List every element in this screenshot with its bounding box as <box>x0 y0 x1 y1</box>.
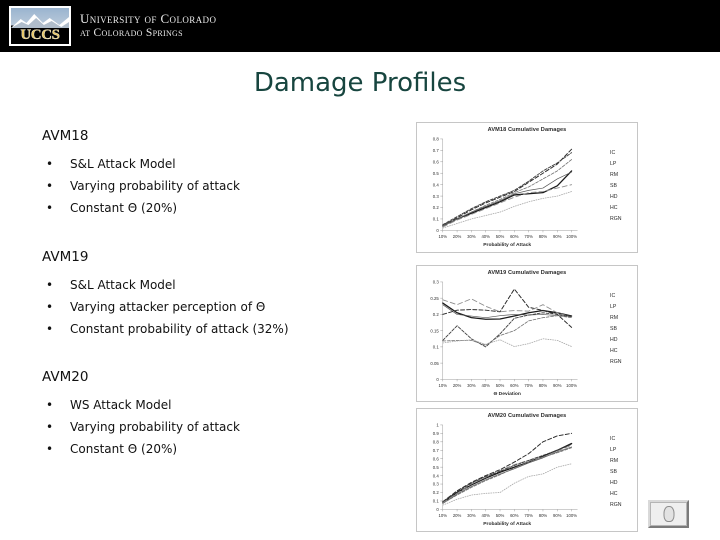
legend-label: HC <box>610 204 618 211</box>
legend-item <box>580 169 634 180</box>
chart-avm18 <box>416 122 638 253</box>
legend-label: RGN <box>610 215 622 222</box>
svg-text:0.3: 0.3 <box>432 279 439 285</box>
legend-item <box>580 499 634 510</box>
legend-item <box>580 301 634 312</box>
svg-text:0.4: 0.4 <box>432 182 439 188</box>
university-line2: at Colorado Springs <box>80 27 183 39</box>
legend-label: RGN <box>610 358 622 365</box>
header-banner <box>0 0 720 52</box>
bullet-list <box>42 394 392 460</box>
legend-label: SB <box>610 468 617 475</box>
legend-item <box>580 488 634 499</box>
svg-text:50%: 50% <box>495 513 505 519</box>
legend-label: HD <box>610 479 618 486</box>
chart-legend <box>580 290 634 367</box>
bullet-list <box>42 274 392 340</box>
legend-label: RM <box>610 171 619 178</box>
list-item-label: Constant Θ (20%) <box>70 201 178 215</box>
svg-text:60%: 60% <box>510 234 519 240</box>
svg-text:0: 0 <box>436 228 439 234</box>
bullet-list <box>42 153 392 219</box>
svg-text:20%: 20% <box>452 234 462 240</box>
list-item <box>42 318 392 340</box>
svg-text:Θ Deviation: Θ Deviation <box>493 392 521 398</box>
legend-label: IC <box>610 292 616 299</box>
svg-text:0.6: 0.6 <box>432 159 439 165</box>
legend-label: LP <box>610 160 617 167</box>
chart-title: AVM19 Cumulative Damages <box>487 270 567 276</box>
legend-label: HC <box>610 490 618 497</box>
legend-label: IC <box>610 435 616 442</box>
svg-text:0.7: 0.7 <box>432 447 439 453</box>
svg-text:70%: 70% <box>524 234 533 240</box>
svg-text:0.6: 0.6 <box>432 456 439 462</box>
legend-label: HC <box>610 347 618 354</box>
mountain-icon <box>11 12 69 28</box>
svg-text:100%: 100% <box>566 513 578 519</box>
legend-label: SB <box>610 182 617 189</box>
list-item <box>42 438 392 460</box>
svg-text:10%: 10% <box>438 513 448 519</box>
svg-text:0.4: 0.4 <box>432 473 439 479</box>
svg-text:50%: 50% <box>495 234 505 240</box>
svg-text:0.8: 0.8 <box>432 439 439 445</box>
legend-item <box>580 147 634 158</box>
chart-avm20 <box>416 408 638 532</box>
legend-label: HD <box>610 336 618 343</box>
chart-title: AVM20 Cumulative Damages <box>487 413 567 419</box>
bullet-icon: • <box>46 322 54 336</box>
list-item-label: Varying probability of attack <box>70 420 240 434</box>
svg-text:90%: 90% <box>553 234 562 240</box>
svg-text:40%: 40% <box>481 234 490 240</box>
university-name <box>80 11 216 41</box>
svg-text:20%: 20% <box>452 513 462 519</box>
legend-label: LP <box>610 303 617 310</box>
svg-text:70%: 70% <box>524 383 533 389</box>
legend-item <box>580 213 634 224</box>
legend-item <box>580 455 634 466</box>
svg-text:10%: 10% <box>438 234 448 240</box>
svg-text:90%: 90% <box>553 513 562 519</box>
uccs-logo <box>9 6 71 46</box>
svg-text:0: 0 <box>436 507 439 513</box>
list-item <box>42 416 392 438</box>
legend-item <box>580 158 634 169</box>
svg-text:0.2: 0.2 <box>432 312 439 318</box>
svg-text:0.8: 0.8 <box>432 136 439 142</box>
block-heading: AVM20 <box>42 369 89 385</box>
list-item-label: Varying attacker perception of Θ <box>70 300 266 314</box>
list-item <box>42 153 392 175</box>
bullet-icon: • <box>46 442 54 456</box>
list-item <box>42 296 392 318</box>
list-item <box>42 175 392 197</box>
legend-item <box>580 444 634 455</box>
svg-text:60%: 60% <box>510 383 519 389</box>
svg-text:50%: 50% <box>495 383 505 389</box>
svg-text:90%: 90% <box>553 383 562 389</box>
svg-text:100%: 100% <box>566 234 578 240</box>
bullet-icon: • <box>46 157 54 171</box>
legend-item <box>580 477 634 488</box>
svg-text:0.1: 0.1 <box>432 216 439 222</box>
svg-text:10%: 10% <box>438 383 448 389</box>
svg-text:0.25: 0.25 <box>430 295 439 301</box>
legend-item <box>580 191 634 202</box>
bullet-icon: • <box>46 398 54 412</box>
legend-item <box>580 290 634 301</box>
svg-text:Probability of Attack: Probability of Attack <box>483 243 532 249</box>
list-item <box>42 197 392 219</box>
content-block-avm18 <box>42 128 392 219</box>
svg-text:100%: 100% <box>566 383 578 389</box>
bullet-icon: • <box>46 420 54 434</box>
legend-item <box>580 334 634 345</box>
svg-text:0.5: 0.5 <box>432 170 439 176</box>
list-item-label: WS Attack Model <box>70 398 172 412</box>
list-item-label: Constant Θ (20%) <box>70 442 178 456</box>
legend-label: RM <box>610 457 619 464</box>
bullet-icon: • <box>46 179 54 193</box>
svg-text:0.05: 0.05 <box>430 360 439 366</box>
page-title: Damage Profiles <box>253 68 467 98</box>
svg-text:0.2: 0.2 <box>432 490 439 496</box>
legend-item <box>580 323 634 334</box>
svg-text:40%: 40% <box>481 383 490 389</box>
legend-label: RM <box>610 314 619 321</box>
svg-text:80%: 80% <box>538 383 548 389</box>
presentation-mode-icon <box>663 506 674 522</box>
legend-label: LP <box>610 446 617 453</box>
chart-legend <box>580 147 634 224</box>
list-item-label: Varying probability of attack <box>70 179 240 193</box>
content-block-avm19 <box>42 249 392 340</box>
svg-text:Probability of Attack: Probability of Attack <box>483 522 532 528</box>
list-item-label: S&L Attack Model <box>70 278 176 292</box>
svg-text:1: 1 <box>436 422 439 428</box>
block-heading: AVM18 <box>42 128 89 144</box>
legend-label: SB <box>610 325 617 332</box>
svg-text:0.5: 0.5 <box>432 464 439 470</box>
bullet-icon: • <box>46 300 54 314</box>
svg-text:80%: 80% <box>538 513 548 519</box>
svg-text:20%: 20% <box>452 383 462 389</box>
svg-text:30%: 30% <box>467 234 476 240</box>
legend-item <box>580 345 634 356</box>
svg-text:0.1: 0.1 <box>432 344 439 350</box>
block-heading: AVM19 <box>42 249 89 265</box>
university-line1: University of Colorado <box>80 11 217 26</box>
svg-text:0.3: 0.3 <box>432 193 439 199</box>
chart-legend <box>580 433 634 510</box>
list-item <box>42 274 392 296</box>
svg-text:0: 0 <box>436 377 439 383</box>
uccs-logo-text: UCCS <box>20 27 60 43</box>
legend-label: HD <box>610 193 618 200</box>
legend-item <box>580 180 634 191</box>
presentation-mode-inner <box>650 502 687 526</box>
presentation-mode-button[interactable] <box>648 500 689 528</box>
bullet-icon: • <box>46 278 54 292</box>
list-item <box>42 394 392 416</box>
chart-title: AVM18 Cumulative Damages <box>487 127 567 133</box>
legend-item <box>580 433 634 444</box>
legend-item <box>580 466 634 477</box>
list-item-label: S&L Attack Model <box>70 157 176 171</box>
legend-label: IC <box>610 149 616 156</box>
svg-text:0.3: 0.3 <box>432 481 439 487</box>
svg-text:30%: 30% <box>467 383 476 389</box>
bullet-icon: • <box>46 201 54 215</box>
svg-text:0.9: 0.9 <box>432 431 439 437</box>
legend-item <box>580 202 634 213</box>
svg-text:60%: 60% <box>510 513 519 519</box>
svg-text:40%: 40% <box>481 513 490 519</box>
svg-text:30%: 30% <box>467 513 476 519</box>
content-block-avm20 <box>42 369 392 460</box>
svg-text:0.7: 0.7 <box>432 148 439 154</box>
legend-item <box>580 312 634 323</box>
svg-text:0.1: 0.1 <box>432 498 439 504</box>
chart-avm19 <box>416 265 638 402</box>
legend-label: RGN <box>610 501 622 508</box>
svg-text:70%: 70% <box>524 513 533 519</box>
svg-text:0.2: 0.2 <box>432 205 439 211</box>
list-item-label: Constant probability of attack (32%) <box>70 322 289 336</box>
svg-text:0.15: 0.15 <box>430 328 439 334</box>
svg-text:80%: 80% <box>538 234 548 240</box>
legend-item <box>580 356 634 367</box>
